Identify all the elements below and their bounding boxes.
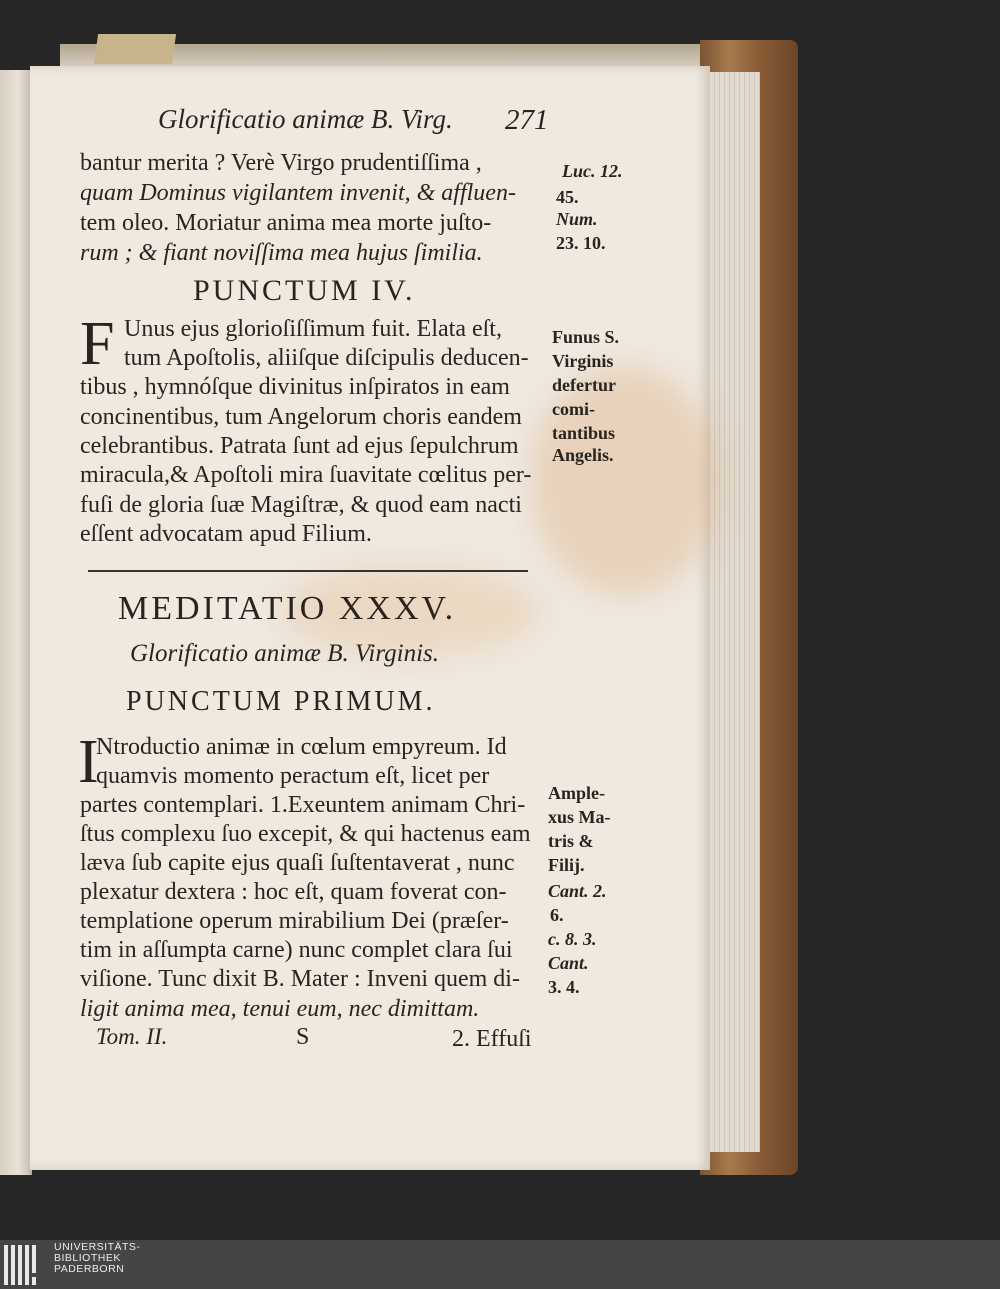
library-logo-icon <box>4 1245 46 1285</box>
text-line: quam Dominus vigilantem invenit, & affluen- <box>80 180 516 206</box>
running-head: Glorificatio animæ B. Virg. <box>158 104 453 134</box>
logo-line: BIBLIOTHEK <box>54 1252 121 1264</box>
volume-mark: Tom. II. <box>96 1024 168 1049</box>
text-line: concinentibus, tum Angelorum choris eandem <box>80 404 522 430</box>
section-heading: PUNCTUM PRIMUM. <box>126 686 436 717</box>
library-logo-text <box>54 1242 140 1275</box>
margin-note: tantibus <box>552 423 616 443</box>
margin-note: 45. <box>556 187 579 207</box>
left-page-edge <box>0 70 32 1175</box>
text-line: bantur merita ? Verè Virgo prudentiſſima , <box>80 150 482 176</box>
margin-note: 23. 10. <box>556 233 606 253</box>
margin-note: Virginis <box>552 351 614 371</box>
margin-note: 3. 4. <box>548 977 580 997</box>
catchword: 2. Effuſi <box>452 1026 532 1052</box>
margin-note: c. 8. 3. <box>548 929 597 949</box>
text-line: Unus ejus glorioſiſſimum fuit. Elata eſt, <box>124 316 502 342</box>
text-line: quamvis momento peractum eſt, licet per <box>96 763 490 789</box>
drop-cap: F <box>80 310 115 378</box>
margin-note: Ample- <box>548 783 605 803</box>
drop-cap: I <box>78 728 99 796</box>
signature-mark: S <box>296 1024 310 1050</box>
text-line: rum ; & fiant noviſſima mea hujus ſimilia. <box>80 240 483 266</box>
text-line: viſione. Tunc dixit B. Mater : Inveni quem di- <box>80 966 520 992</box>
text-line: ligit anima mea, tenui eum, nec dimittam. <box>80 996 480 1022</box>
text-line: partes contemplari. 1.Exeuntem animam Chri- <box>80 792 526 818</box>
page-tab-marker <box>94 34 176 64</box>
margin-note: tris & <box>548 831 594 851</box>
margin-note: Funus S. <box>552 327 620 347</box>
meditation-title: MEDITATIO XXXV. <box>118 590 457 627</box>
text-line: plexatur dextera : hoc eſt, quam foverat con- <box>80 879 507 905</box>
text-line: tem oleo. Moriatur anima mea morte juſto- <box>80 210 492 236</box>
text-line: læva ſub capite ejus quaſi ſuſtentaverat , nunc <box>80 850 515 876</box>
meditation-subtitle: Glorificatio animæ B. Virginis. <box>130 640 440 667</box>
margin-note: 6. <box>550 905 564 925</box>
text-line: templatione operum mirabilium Dei (præſer- <box>80 908 509 934</box>
text-line: ſtus complexu ſuo excepit, & qui hactenus eam <box>80 821 531 847</box>
section-heading: PUNCTUM IV. <box>193 274 416 307</box>
margin-note: defertur <box>552 375 616 395</box>
logo-line: UNIVERSITÄTS- <box>54 1241 141 1253</box>
margin-note: comi- <box>552 399 595 419</box>
margin-note: Cant. 2. <box>548 881 607 901</box>
logo-line: PADERBORN <box>54 1263 125 1275</box>
text-line: celebrantibus. Patrata ſunt ad ejus ſepulchrum <box>80 433 519 459</box>
text-line: tum Apoſtolis, aliiſque diſcipulis deducen- <box>124 345 529 371</box>
margin-note: xus Ma- <box>548 807 611 827</box>
text-line: tim in aſſumpta carne) nunc complet clara ſui <box>80 937 513 963</box>
text-line: Ntroductio animæ in cœlum empyreum. Id <box>96 734 507 760</box>
text-line: fuſi de gloria ſuæ Magiſtræ, & quod eam nacti <box>80 492 522 518</box>
margin-note: Num. <box>556 209 598 229</box>
page-number: 271 <box>505 104 549 136</box>
margin-note: Luc. 12. <box>562 161 623 181</box>
margin-note: Filij. <box>548 855 585 875</box>
section-divider <box>88 570 528 572</box>
margin-note: Cant. <box>548 953 589 973</box>
library-footer-bar <box>0 1240 1000 1289</box>
text-line: miracula,& Apoſtoli mira ſuavitate cœlitus per- <box>80 462 532 488</box>
text-line: eſſent advocatam apud Filium. <box>80 521 372 547</box>
text-line: tibus , hymnóſque divinitus inſpiratos in eam <box>80 374 510 400</box>
margin-note: Angelis. <box>552 445 614 465</box>
